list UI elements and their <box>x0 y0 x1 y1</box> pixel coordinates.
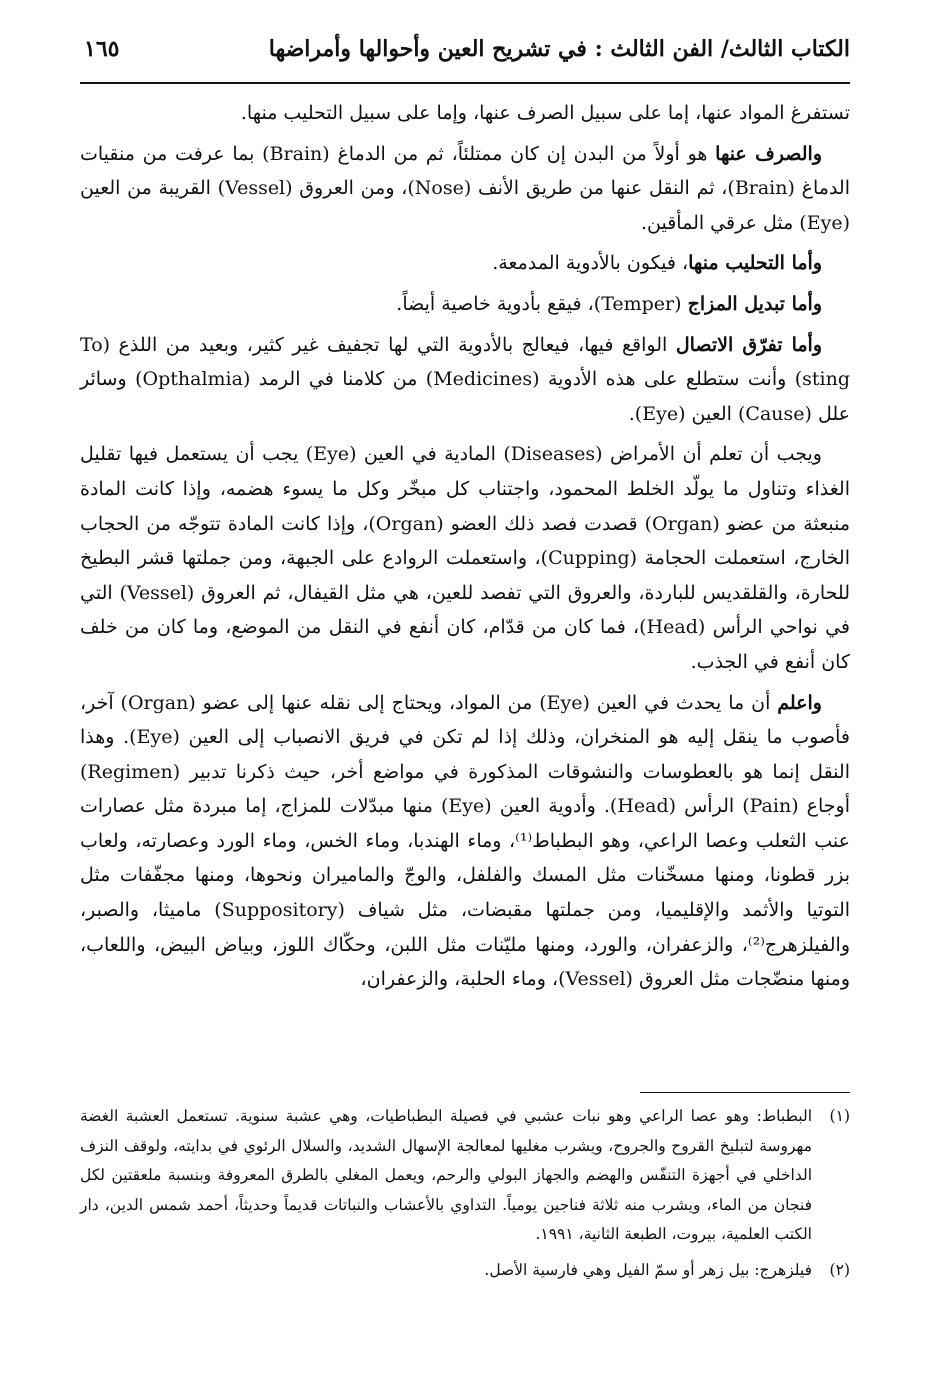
footnote-text: البطباط: وهو عصا الراعي وهو نبات عشبي في فصيلة البطباطيات، وهي عشبة سنوية. تستعمل العشبة الغضة مهروسة لتبليخ القروح والجروح، ويشرب مغليها لمعالجة الإسهال الشديد، والسلال الرئوي في بدايته، ولوقف النزف الداخلي في أجهزة التنفّس والهضم والجهاز البولي والرحم، ويعمل المغلي بالطرق المعروفة وبنسبة ملعقتين لكل فنجان من الماء، ويشرب منه ثلاثة فناجين يومياً. التداوي بالأعشاب والنباتات قديماً وحديثاً، أحمد شمس الدين، دار الكتب العلمية، بيروت، الطبعة الثانية، ١٩٩١. <box>80 1107 812 1243</box>
footnote <box>80 1256 850 1286</box>
paragraph-lead: وأما التحليب منها <box>688 252 822 275</box>
footnote-rule <box>640 1092 850 1093</box>
paragraph: وأما تبديل المزاج (Temper)، فيقع بأدوية خاصية أيضاً. <box>396 292 822 315</box>
footnote <box>80 1102 850 1250</box>
paragraph: تستفرغ المواد عنها، إما على سبيل الصرف عنها، وإما على سبيل التحليب منها. <box>240 102 850 124</box>
paragraph-lead: وأما تبديل المزاج <box>687 292 822 315</box>
footnote-text: فيلزهرج: بيل زهر أو سمّ الفيل وهي فارسية الأصل. <box>484 1260 812 1279</box>
body-text <box>80 96 850 1003</box>
paragraph: ويجب أن تعلم أن الأمراض (Diseases) المادية في العين (Eye) يجب أن يستعمل فيها تقليل الغذاء وتناول ما يولّد الخلط المحمود، واجتناب كل مبخّر وكل ما يسوء هضمه، وإذا كانت المادة منبعثة من عضو (Organ) قصدت فصد ذلك العضو (Organ)، وإذا كانت المادة تتوجّه من الحجاب الخارج، استعملت الحجامة (Cupping)، واستعملت الروادع على الجبهة، ومن جملتها قشر البطيخ للحارة، والقلقديس للباردة، والعروق التي تفصد للعين، هي مثل القيفال، ثم العروق (Vessel) التي في نواحي الرأس (Head)، فما كان من قدّام، كان أنفع في النقل من الموضع، وما كان من خلف كان أنفع في الجذب. <box>80 443 851 673</box>
paragraph-lead: والصرف عنها <box>715 142 822 165</box>
running-header <box>80 30 850 80</box>
paragraph: وأما التحليب منها، فيكون بالأدوية المدمعة. <box>492 252 822 275</box>
paragraph: والصرف عنها هو أولاً من البدن إن كان ممتلئاً، ثم من الدماغ (Brain) بما عرفت من منقيات الدماغ (Brain)، ثم النقل عنها من طريق الأنف (Nose)، ومن العروق (Vessel) القريبة من العين (Eye) مثل عرقي المأقين. <box>80 142 850 234</box>
paragraph: وأما تفرّق الاتصال الواقع فيها، فيعالج بالأدوية التي لها تجفيف غير كثير، وبعيد من اللذع (To sting) وأنت ستطلع على هذه الأدوية (Medicines) من كلامنا في الرمد (Opthalmia) وسائر علل (Cause) العين (Eye). <box>80 333 851 425</box>
paragraph-lead: واعلم <box>777 691 822 714</box>
footnotes <box>80 1102 850 1291</box>
header-rule <box>80 82 850 84</box>
header-title: الكتاب الثالث/ الفن الثالث : في تشريح العين وأحوالها وأمراضها <box>268 36 850 62</box>
page-number: ١٦٥ <box>84 36 120 62</box>
paragraph: واعلم أن ما يحدث في العين (Eye) من المواد، ويحتاج إلى نقله عنها إلى عضو (Organ) آخر، فأصوب ما ينقل إليه هو المنخران، وذلك إذا لم تكن في فريق الانصباب إلى العين (Eye). وهذا النقل إنما هو بالعطوسات والنشوقات المذكورة في مواضع أخر، حيث ذكرنا تدبير (Regimen) أوجاع (Pain) الرأس (Head). وأدوية العين (Eye) منها مبدّلات للمزاج، إما مبردة مثل عصارات عنب الثعلب وعصا الراعي، وهو البطباط⁽¹⁾، وماء الهندبا، وماء الخس، وماء الورد وعصارته، ولعاب بزر قطونا، ومنها مسخّنات مثل المسك والفلفل، والوجّ والماميران ونحوها، ومنها مجفّفات مثل التوتيا والأثمد والإقليميا، ومن جملتها مقبضات، مثل شياف (Suppository) ماميثا، والصبر، والفيلزهرج⁽²⁾، والزعفران، والورد، ومنها مليّنات مثل اللبن، وحكّاك اللوز، وبياض البيض، واللعاب، ومنها منضّجات مثل العروق (Vessel)، وماء الحلبة، والزعفران، <box>80 691 851 991</box>
paragraph-lead: وأما تفرّق الاتصال <box>675 333 823 356</box>
footnote-number: (٢) <box>829 1260 850 1279</box>
footnote-number: (١) <box>829 1107 850 1125</box>
